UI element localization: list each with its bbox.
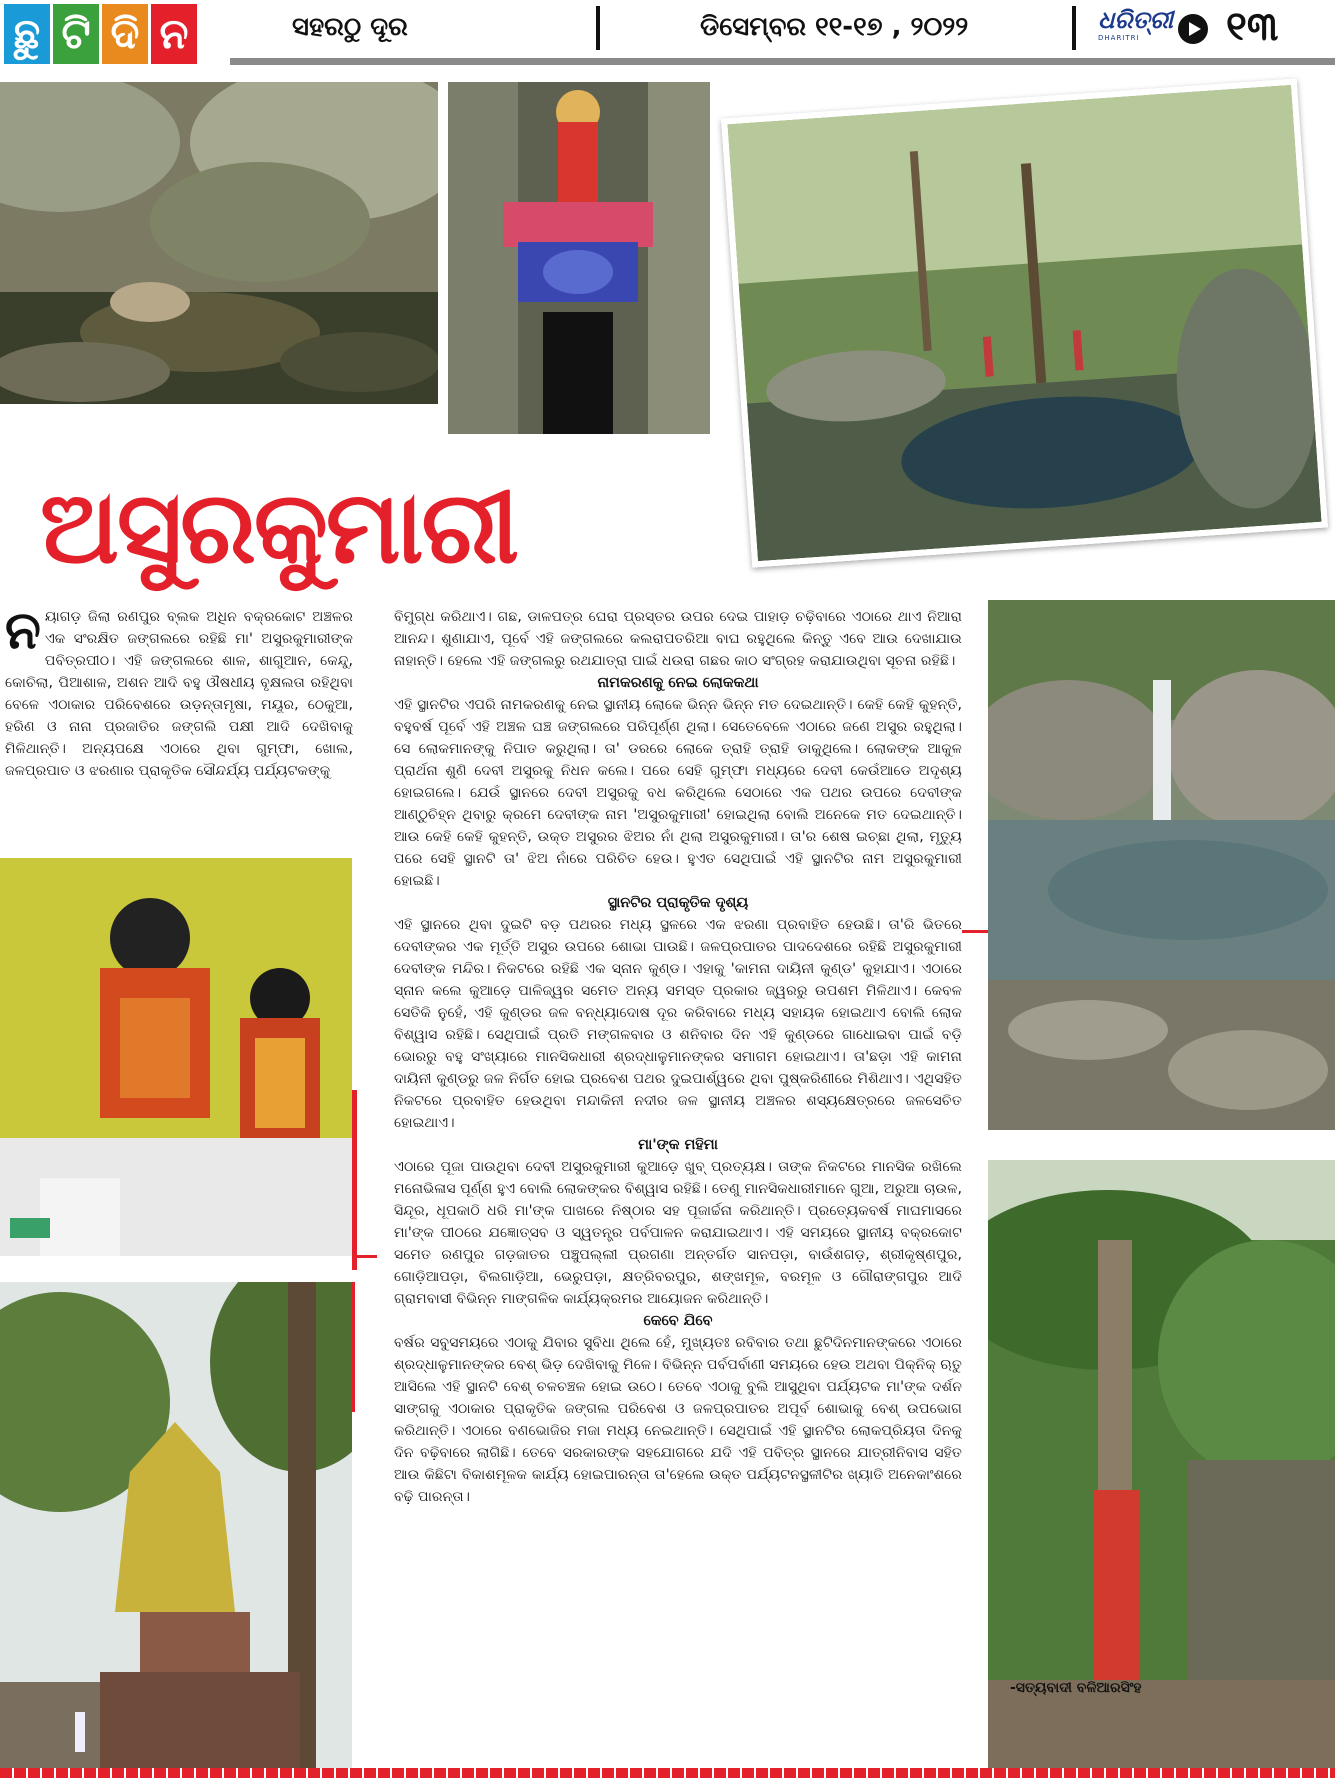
- section-name: ସହରଠୁ ଦୂର: [292, 12, 408, 42]
- header-rule: [230, 58, 1335, 65]
- photo-temple: [0, 1282, 352, 1768]
- subheading-when-to-go: କେବେ ଯିବେ: [643, 1313, 713, 1329]
- brand-letter-2: ଟି: [53, 4, 99, 64]
- logo-text: ଧରିତ୍ରୀ: [1098, 6, 1173, 34]
- paragraph-when-to-go: ବର୍ଷର ସବୁସମୟରେ ଏଠାକୁ ଯିବାର ସୁବିଧା ଥିଲେ ହେଁ, ମୁଖ୍ୟତଃ ରବିବାର ତଥା ଛୁଟିଦିନମାନଙ୍କରେ ଏଠାରେ ଶ୍ରଦ୍ଧାଳୁମାନଙ୍କର ବେଶ୍ ଭିଡ଼ ଦେଖିବାକୁ ମିଳେ। ବିଭିନ୍ନ ପର୍ବପର୍ବାଣୀ ସମୟରେ ହେଉ ଅଥବା ପିକ୍ନିକ୍ ଋତୁ ଆସିଲେ ଏହି ସ୍ଥାନଟି ବେଶ୍ ଚଳଚଞ୍ଚଳ ହୋଇ ଉଠେ। ତେବେ ଏଠାକୁ ବୁଲି ଆସୁଥିବା ପର୍ଯ୍ୟଟକ ମା'ଙ୍କ ଦର୍ଶନ ସାଙ୍ଗକୁ ଏଠାକାର ପ୍ରାକୃତିକ ଜଙ୍ଗଲ ପରିବେଶ ଓ ଜଳପ୍ରପାତର ଅପୂର୍ବ ଶୋଭାକୁ ବେଶ୍ ଉପଭୋଗ କରିଥାନ୍ତି। ଏଠାରେ ବଣଭୋଜିର ମଜା ମଧ୍ୟ ନେଇଥାନ୍ତି। ସେଥିପାଇଁ ଏହି ସ୍ଥାନଟିର ଲୋକପ୍ରିୟତା ଦିନକୁ ଦିନ ବଢ଼ିବାରେ ଲାଗିଛି। ତେବେ ସରକାରଙ୍କ ସହଯୋଗରେ ଯଦି ଏହି ପବିତ୍ର ସ୍ଥାନରେ ଯାତ୍ରୀନିବାସ ସହିତ ଆଉ କିଛିଟା ବିକାଶମୂଳକ କାର୍ଯ୍ୟ ହୋଇପାରନ୍ତା ତା'ହେଲେ ଉକ୍ତ ପର୍ଯ୍ୟଟନସ୍ଥଳୀଟିର ଖ୍ୟାତି ଅନେକାଂଶରେ ବଢ଼ି ପାରନ୍ତା।: [394, 1335, 962, 1505]
- paragraph-natural-scenery: ଏହି ସ୍ଥାନରେ ଥିବା ଦୁଇଟି ବଡ଼ ପଥରର ମଧ୍ୟ ସ୍ଥଳରେ ଏକ ଝରଣା ପ୍ରବାହିତ ହେଉଛି। ତା'ରି ଭିତରେ ଦେବୀଙ୍କର ଏକ ମୂର୍ତ୍ତି ଅସୁର ଉପରେ ଶୋଭା ପାଉଛି। ଜଳପ୍ରପାତର ପାଦଦେଶରେ ରହିଛି ଅସୁରକୁମାରୀ ଦେବୀଙ୍କ ମନ୍ଦିର। ନିକଟରେ ରହିଛି ଏକ ସ୍ନାନ କୁଣ୍ଡ। ଏହାକୁ 'କାମନା ଦାୟିନୀ କୁଣ୍ଡ' କୁହାଯାଏ। ଏଠାରେ ସ୍ନାନ କଲେ କୁଆଡ଼େ ପାଳିଜ୍ୱର ସମେତ ଅନ୍ୟ ସମସ୍ତ ପ୍ରକାର ଜ୍ୱରରୁ ଉପଶମ ମିଳିଥାଏ। କେବଳ ସେତିକି ନୁହେଁ, ଏହି କୁଣ୍ଡର ଜଳ ବନ୍ଧ୍ୟାଦୋଷ ଦୂର କରିବାରେ ମଧ୍ୟ ସହାୟକ ହୋଇଥାଏ ବୋଲି ଲୋକ ବିଶ୍ୱାସ ରହିଛି। ସେଥିପାଇଁ ପ୍ରତି ମଙ୍ଗଳବାର ଓ ଶନିବାର ଦିନ ଏହି କୁଣ୍ଡରେ ଗାଧୋଇବା ପାଇଁ ବଡ଼ି ଭୋରରୁ ବହୁ ସଂଖ୍ୟାରେ ମାନସିକଧାରୀ ଶ୍ରଦ୍ଧାଳୁମାନଙ୍କର ସମାଗମ ହୋଇଥାଏ। ତା'ଛଡ଼ା ଏହି କାମନା ଦାୟିନୀ କୁଣ୍ଡରୁ ଜଳ ନିର୍ଗତ ହୋଇ ପ୍ରବେଶ ପଥର ଦୁଇପାର୍ଶ୍ୱରେ ଥିବା ପୁଷ୍କରିଣୀରେ ମିଶିଥାଏ। ଏଥିସହିତ ନିକଟରେ ପ୍ରବାହିତ ହେଉଥିବା ମନ୍ଦାକିନୀ ନଦୀର ଜଳ ସ୍ଥାନୀୟ ଅଞ୍ଚଳର ଶସ୍ୟକ୍ଷେତ୍ରରେ ଜଳସେଚିତ ହୋଇଥାଏ।: [394, 917, 962, 1131]
- dropcap: ନ: [5, 606, 41, 661]
- brand-letter-4: ନ: [151, 4, 197, 64]
- photo-waterfall: [988, 600, 1335, 1130]
- accent-bar: [352, 1282, 355, 1412]
- page-number: ୧୩: [1226, 4, 1279, 50]
- logo-subtext: DHARITRI: [1098, 34, 1140, 42]
- photo-shrine-idols: [0, 858, 352, 1256]
- photo-stream-rocks: [0, 82, 438, 404]
- accent-bar: [357, 1255, 377, 1258]
- brand-letter-1: ଛୁ: [4, 4, 50, 64]
- paragraph-naming-legend: ଏହି ସ୍ଥାନଟିର ଏପରି ନାମକରଣକୁ ନେଇ ସ୍ଥାନୀୟ ଲୋକେ ଭିନ୍ନ ଭିନ୍ନ ମତ ଦେଇଥାନ୍ତି। କେହି କେହି କୁହନ୍ତି, ବହୁବର୍ଷ ପୂର୍ବେ ଏହି ଅଞ୍ଚଳ ଘଞ୍ଚ ଜଙ୍ଗଲରେ ପରିପୂର୍ଣ୍ଣ ଥିଲା। ସେତେବେଳେ ଏଠାରେ ଜଣେ ଅସୁର ରହୁଥିଲା। ସେ ଲୋକମାନଙ୍କୁ ନିପାତ କରୁଥିଲା। ତା' ଡରରେ ଲୋକେ ତ୍ରାହି ତ୍ରାହି ଡାକୁଥିଲେ। ଲୋକଙ୍କ ଆକୁଳ ପ୍ରାର୍ଥନା ଶୁଣି ଦେବୀ ଅସୁରକୁ ନିଧନ କଲେ। ପରେ ସେହି ଗୁମ୍ଫା ମଧ୍ୟରେ ଦେବୀ କେଉଁଆଡେ ଅଦୃଶ୍ୟ ହୋଇଗଲେ। ଯେଉଁ ସ୍ଥାନରେ ଦେବୀ ଅସୁରକୁ ବଧ କରିଥିଲେ ସେଠାରେ ଏକ ପଥର ଉପରେ ଦେବୀଙ୍କ ଆଣ୍ଠୁଚିହ୍ନ ଥିବାରୁ କ୍ରମେ ଦେବୀଙ୍କ ନାମ 'ଅସୁରକୁମାରୀ' ହୋଇଥିଲା ବୋଲି ଅନେକେ ମତ ଦେଇଥାନ୍ତି। ଆଉ କେହି କେହି କୁହନ୍ତି, ଉକ୍ତ ଅସୁରର ଝିଅର ନାଁ ଥିଲା ଅସୁରକୁମାରୀ। ତା'ର ଶେଷ ଇଚ୍ଛା ଥିଲା, ମୃତ୍ୟୁ ପରେ ସେହି ସ୍ଥାନଟି ତା' ଝିଅ ନାଁରେ ପରିଚିତ ହେଉ। ହୁଏତ ସେଥିପାଇଁ ଏହି ସ୍ଥାନଟିର ନାମ ଅସୁରକୁମାରୀ ହୋଇଛି।: [394, 697, 962, 889]
- photo-forest-stream: [721, 78, 1328, 567]
- dharitri-logo: [1098, 6, 1172, 56]
- subheading-naming-legend: ନାମକରଣକୁ ନେଇ ଲୋକକଥା: [597, 675, 759, 691]
- header-divider: [1072, 6, 1076, 50]
- issue-date: ଡିସେମ୍ବର ୧୧-୧୭ , ୨୦୨୨: [700, 12, 969, 42]
- brand-letter-3: ଦି: [102, 4, 148, 64]
- accent-bar: [352, 1090, 357, 1270]
- brand-masthead: [4, 4, 197, 64]
- article-title: ଅସୁରକୁମାରୀ: [40, 469, 517, 586]
- subheading-natural-scenery: ସ୍ଥାନଟିର ପ୍ରାକୃତିକ ଦୃଶ୍ୟ: [607, 895, 749, 911]
- accent-bar: [962, 930, 988, 933]
- footer-stripe: [0, 1768, 1335, 1778]
- subheading-mother-glory: ମା'ଙ୍କ ମହିମା: [638, 1137, 718, 1153]
- article-column-2: [394, 606, 962, 1666]
- author-byline: -ସତ୍ୟବାଦୀ ବଳିଆରସିଂହ: [1010, 1680, 1142, 1696]
- intro-paragraph: ୟାଗଡ଼ ଜିଲା ରଣପୁର ବ୍ଲକ ଅଧିନ ବକ୍ରକୋଟ ଅଞ୍ଚଳର ଏକ ସଂରକ୍ଷିତ ଜଙ୍ଗଲରେ ରହିଛି ମା' ଅସୁରକୁମାରୀଙ୍କ ପବିତ୍ରପୀଠ। ଏହି ଜଙ୍ଗଲରେ ଶାଳ, ଶାଗୁଆନ, କେନ୍ଦୁ, କୋଚିଲା, ପିଆଶାଳ, ଅଶନ ଆଦି ବହୁ ଔଷଧୀୟ ବୃକ୍ଷଲତା ରହିଥିବା ବେଳେ ଏଠାକାର ପରିବେଶରେ ଉଡ଼ନ୍ତାମୃଷା, ମୟୂର, ଠେକୁଆ, ହରିଣ ଓ ନାନା ପ୍ରଜାତିର ଜଙ୍ଗଲି ପକ୍ଷୀ ଆଦି ଦେଖିବାକୁ ମିଳିଥାନ୍ତି। ଅନ୍ୟପକ୍ଷେ ଏଠାରେ ଥିବା ଗୁମ୍ଫା, ଖୋଲ, ଜଳପ୍ରପାତ ଓ ଝରଣାର ପ୍ରାକୃତିକ ସୌନ୍ଦର୍ଯ୍ୟ ପର୍ଯ୍ୟଟକଙ୍କୁ: [5, 609, 353, 779]
- article-column-1: [5, 606, 353, 854]
- photo-deity-idol: [448, 82, 710, 434]
- intro-continued: ବିମୁଗ୍ଧ କରିଥାଏ। ଗଛ, ଡାଳପତ୍ର ଘେରା ପ୍ରସ୍ତର ଉପର ଦେଇ ପାହାଡ଼ ଚଢ଼ିବାରେ ଏଠାରେ ଥାଏ ନିଆରା ଆନନ୍ଦ। ଶୁଣାଯାଏ, ପୂର୍ବେ ଏହି ଜଙ୍ଗଲରେ କଲରାପତରିଆ ବାଘ ରହୁଥିଲେ କିନ୍ତୁ ଏବେ ଆଉ ଦେଖାଯାଉ ନାହାନ୍ତି। ହେଲେ ଏହି ଜଙ୍ଗଲରୁ ରଥଯାତ୍ରା ପାଇଁ ଧଉରା ଗଛର କାଠ ସଂଗ୍ରହ କରାଯାଉଥିବା ସୂଚନା ରହିଛି।: [394, 609, 962, 669]
- header-divider: [596, 6, 600, 50]
- play-icon: [1178, 14, 1208, 44]
- paragraph-mother-glory: ଏଠାରେ ପୂଜା ପାଉଥିବା ଦେବୀ ଅସୁରକୁମାରୀ କୁଆଡ଼େ ଖୁବ୍ ପ୍ରତ୍ୟକ୍ଷ। ତାଙ୍କ ନିକଟରେ ମାନସିକ ରଖିଲେ ମନୋଭିଳାସ ପୂର୍ଣ୍ଣ ହୁଏ ବୋଲି ଲୋକଙ୍କର ବିଶ୍ୱାସ ରହିଛି। ତେଣୁ ମାନସିକଧାରୀମାନେ ଗୁଆ, ଅରୁଆ ଚାଉଳ, ସିନ୍ଦୂର, ଧୂପକାଠି ଧରି ମା'ଙ୍କ ପାଖରେ ନିଷ୍ଠାର ସହ ପୂଜାର୍ଚ୍ଚନା କରିଥାନ୍ତି। ପ୍ରତ୍ୟେକବର୍ଷ ମାଘମାସରେ ମା'ଙ୍କ ପୀଠରେ ଯଜ୍ଞୋତ୍ସବ ଓ ସ୍ୱତନ୍ତ୍ର ପର୍ବପାଳନ କରାଯାଇଥାଏ। ଏହି ସମୟରେ ସ୍ଥାନୀୟ ବକ୍ରକୋଟ ସମେତ ରଣପୁର ଗଡ଼ଜାତର ପଞ୍ଚୁପଲ୍ଲୀ ପ୍ରଗଣା ଅନ୍ତର୍ଗତ ସାନପଡ଼ା, ବାଉଁଶଗଡ଼, ଶ୍ରୀକୃଷ୍ଣପୁର, ଗୋଡ଼ିଆପଡ଼ା, ବିଲଗାଡ଼ିଆ, ଭେରୁପଡ଼ା, କ୍ଷତ୍ରିବରପୁର, ଶଙ୍ଖମୂଳ, ବରମୂଳ ଓ ଗୌରାଙ୍ଗପୁର ଆଦି ଗ୍ରାମବାସୀ ବିଭିନ୍ନ ମାଙ୍ଗଳିକ କାର୍ଯ୍ୟକ୍ରମର ଆୟୋଜନ କରିଥାନ୍ତି।: [394, 1159, 962, 1307]
- photo-tree-steps: [988, 1160, 1335, 1768]
